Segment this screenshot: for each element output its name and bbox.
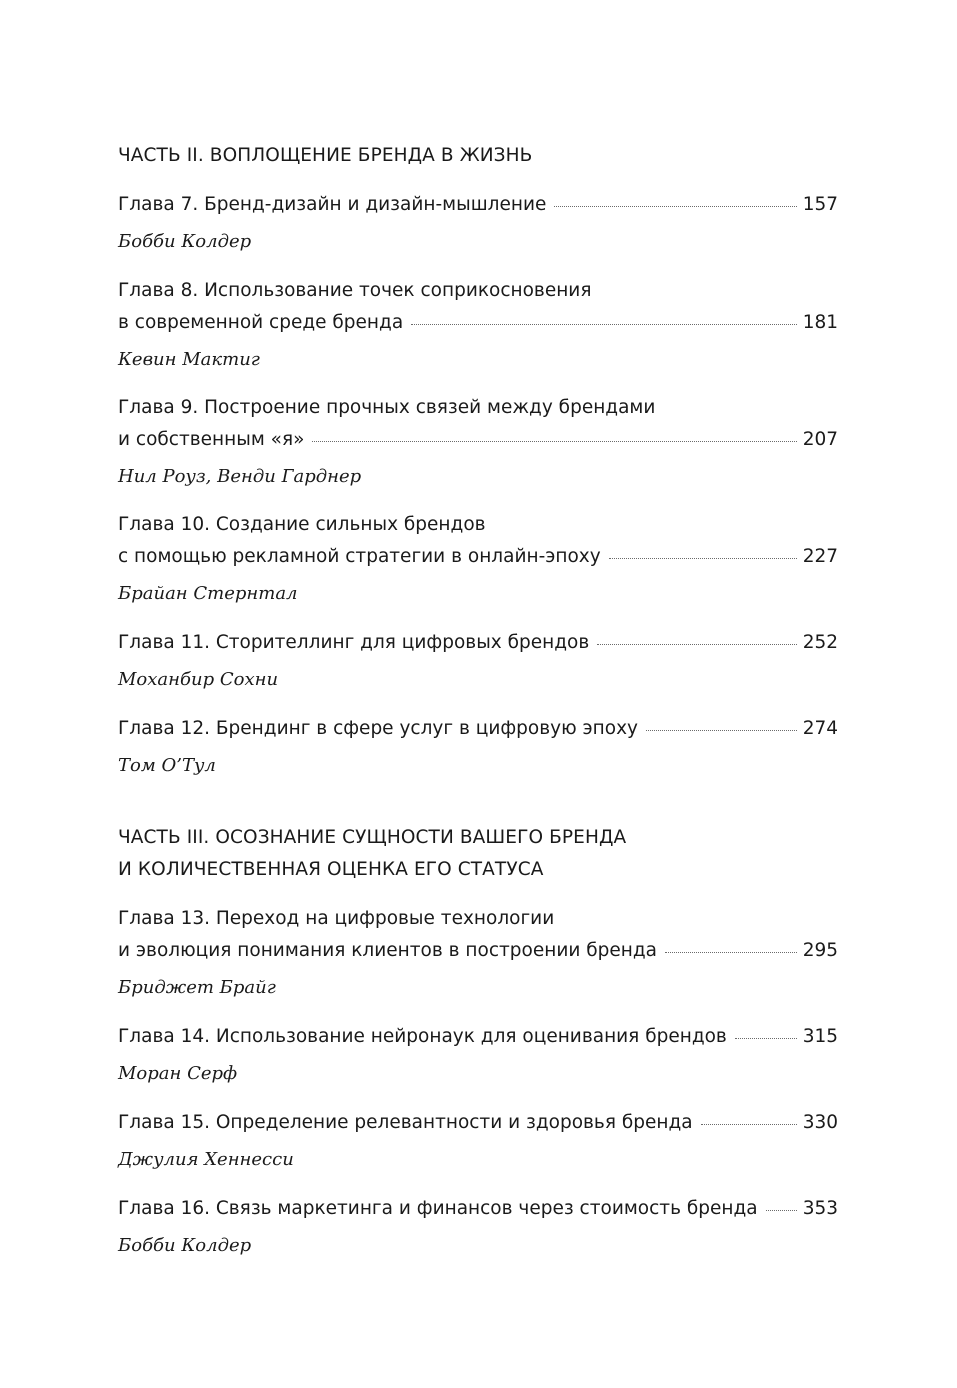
chapter-title: Глава 7. Бренд-дизайн и дизайн-мышление [118, 194, 547, 215]
toc-entry-chapter-13[interactable] [118, 903, 838, 1004]
chapter-title-line [118, 275, 838, 307]
toc-entry-chapter-9[interactable] [118, 392, 838, 493]
page-number: 353 [802, 1198, 838, 1219]
chapter-author: Брайан Стернтал [118, 583, 298, 604]
chapter-title-line [118, 541, 838, 573]
chapter-title: Глава 10. Создание сильных брендов [118, 514, 486, 535]
dot-leader [665, 952, 797, 953]
chapter-title-line [118, 509, 838, 541]
toc-entry-chapter-12[interactable] [118, 713, 838, 782]
chapter-author: Бриджет Брайг [118, 977, 276, 998]
chapter-title-line [118, 1193, 838, 1225]
toc-entry-chapter-15[interactable] [118, 1107, 838, 1176]
chapter-title-continued: и эволюция понимания клиентов в построении бренда [118, 940, 658, 961]
chapter-author: Том О’Тул [118, 755, 216, 776]
chapter-author: Бобби Колдер [118, 231, 252, 252]
part-heading-line: И КОЛИЧЕСТВЕННАЯ ОЦЕНКА ЕГО СТАТУСА [118, 859, 544, 880]
dot-leader [646, 730, 797, 731]
chapter-author: Бобби Колдер [118, 1235, 252, 1256]
chapter-title-line [118, 713, 838, 745]
chapter-title-line [118, 903, 838, 935]
toc-entry-chapter-8[interactable] [118, 275, 838, 376]
chapter-title: Глава 13. Переход на цифровые технологии [118, 908, 555, 929]
dot-leader [609, 558, 797, 559]
dot-leader [312, 441, 796, 442]
page-number: 274 [802, 718, 838, 739]
page-number: 295 [802, 940, 838, 961]
chapter-title-line [118, 627, 838, 659]
page-number: 330 [802, 1112, 838, 1133]
page-number: 157 [802, 194, 838, 215]
chapter-title-line [118, 1107, 838, 1139]
chapter-author: Джулия Хеннесси [118, 1149, 294, 1170]
dot-leader [701, 1124, 797, 1125]
part-heading [118, 140, 838, 172]
page-number: 315 [802, 1026, 838, 1047]
chapter-title: Глава 12. Брендинг в сфере услуг в цифровую эпоху [118, 718, 638, 739]
part-heading-line: ЧАСТЬ III. ОСОЗНАНИЕ СУЩНОСТИ ВАШЕГО БРЕНДА [118, 827, 627, 848]
chapter-author: Моханбир Сохни [118, 669, 279, 690]
chapter-title-line [118, 1021, 838, 1053]
dot-leader [554, 206, 796, 207]
chapter-author: Моран Серф [118, 1063, 238, 1084]
page-number: 207 [802, 429, 838, 450]
chapter-title-continued: в современной среде бренда [118, 312, 404, 333]
dot-leader [766, 1210, 797, 1211]
dot-leader [597, 644, 796, 645]
toc-entry-chapter-16[interactable] [118, 1193, 838, 1262]
toc-entry-chapter-11[interactable] [118, 627, 838, 696]
page-number: 252 [802, 632, 838, 653]
part-heading-line: ЧАСТЬ II. ВОПЛОЩЕНИЕ БРЕНДА В ЖИЗНЬ [118, 145, 533, 166]
chapter-title-continued: и собственным «я» [118, 429, 305, 450]
chapter-title-line [118, 189, 838, 221]
chapter-title-line [118, 935, 838, 967]
page-number: 227 [802, 546, 838, 567]
chapter-title: Глава 11. Сторителлинг для цифровых брендов [118, 632, 590, 653]
dot-leader [735, 1038, 797, 1039]
chapter-title: Глава 8. Использование точек соприкосновения [118, 280, 592, 301]
chapter-author: Нил Роуз, Венди Гарднер [118, 466, 362, 487]
chapter-title-continued: с помощью рекламной стратегии в онлайн-эпоху [118, 546, 601, 567]
page-number: 181 [802, 312, 838, 333]
chapter-title: Глава 16. Связь маркетинга и финансов через стоимость бренда [118, 1198, 758, 1219]
chapter-title-line [118, 392, 838, 424]
dot-leader [411, 324, 797, 325]
chapter-title: Глава 9. Построение прочных связей между брендами [118, 397, 656, 418]
toc-entry-chapter-10[interactable] [118, 509, 838, 610]
chapter-title: Глава 14. Использование нейронаук для оценивания брендов [118, 1026, 727, 1047]
chapter-title-line [118, 424, 838, 456]
chapter-title: Глава 15. Определение релевантности и здоровья бренда [118, 1112, 693, 1133]
toc-entry-chapter-7[interactable] [118, 189, 838, 258]
chapter-author: Кевин Мактиг [118, 349, 260, 370]
toc-entry-chapter-14[interactable] [118, 1021, 838, 1090]
part-heading [118, 822, 838, 886]
chapter-title-line [118, 307, 838, 339]
